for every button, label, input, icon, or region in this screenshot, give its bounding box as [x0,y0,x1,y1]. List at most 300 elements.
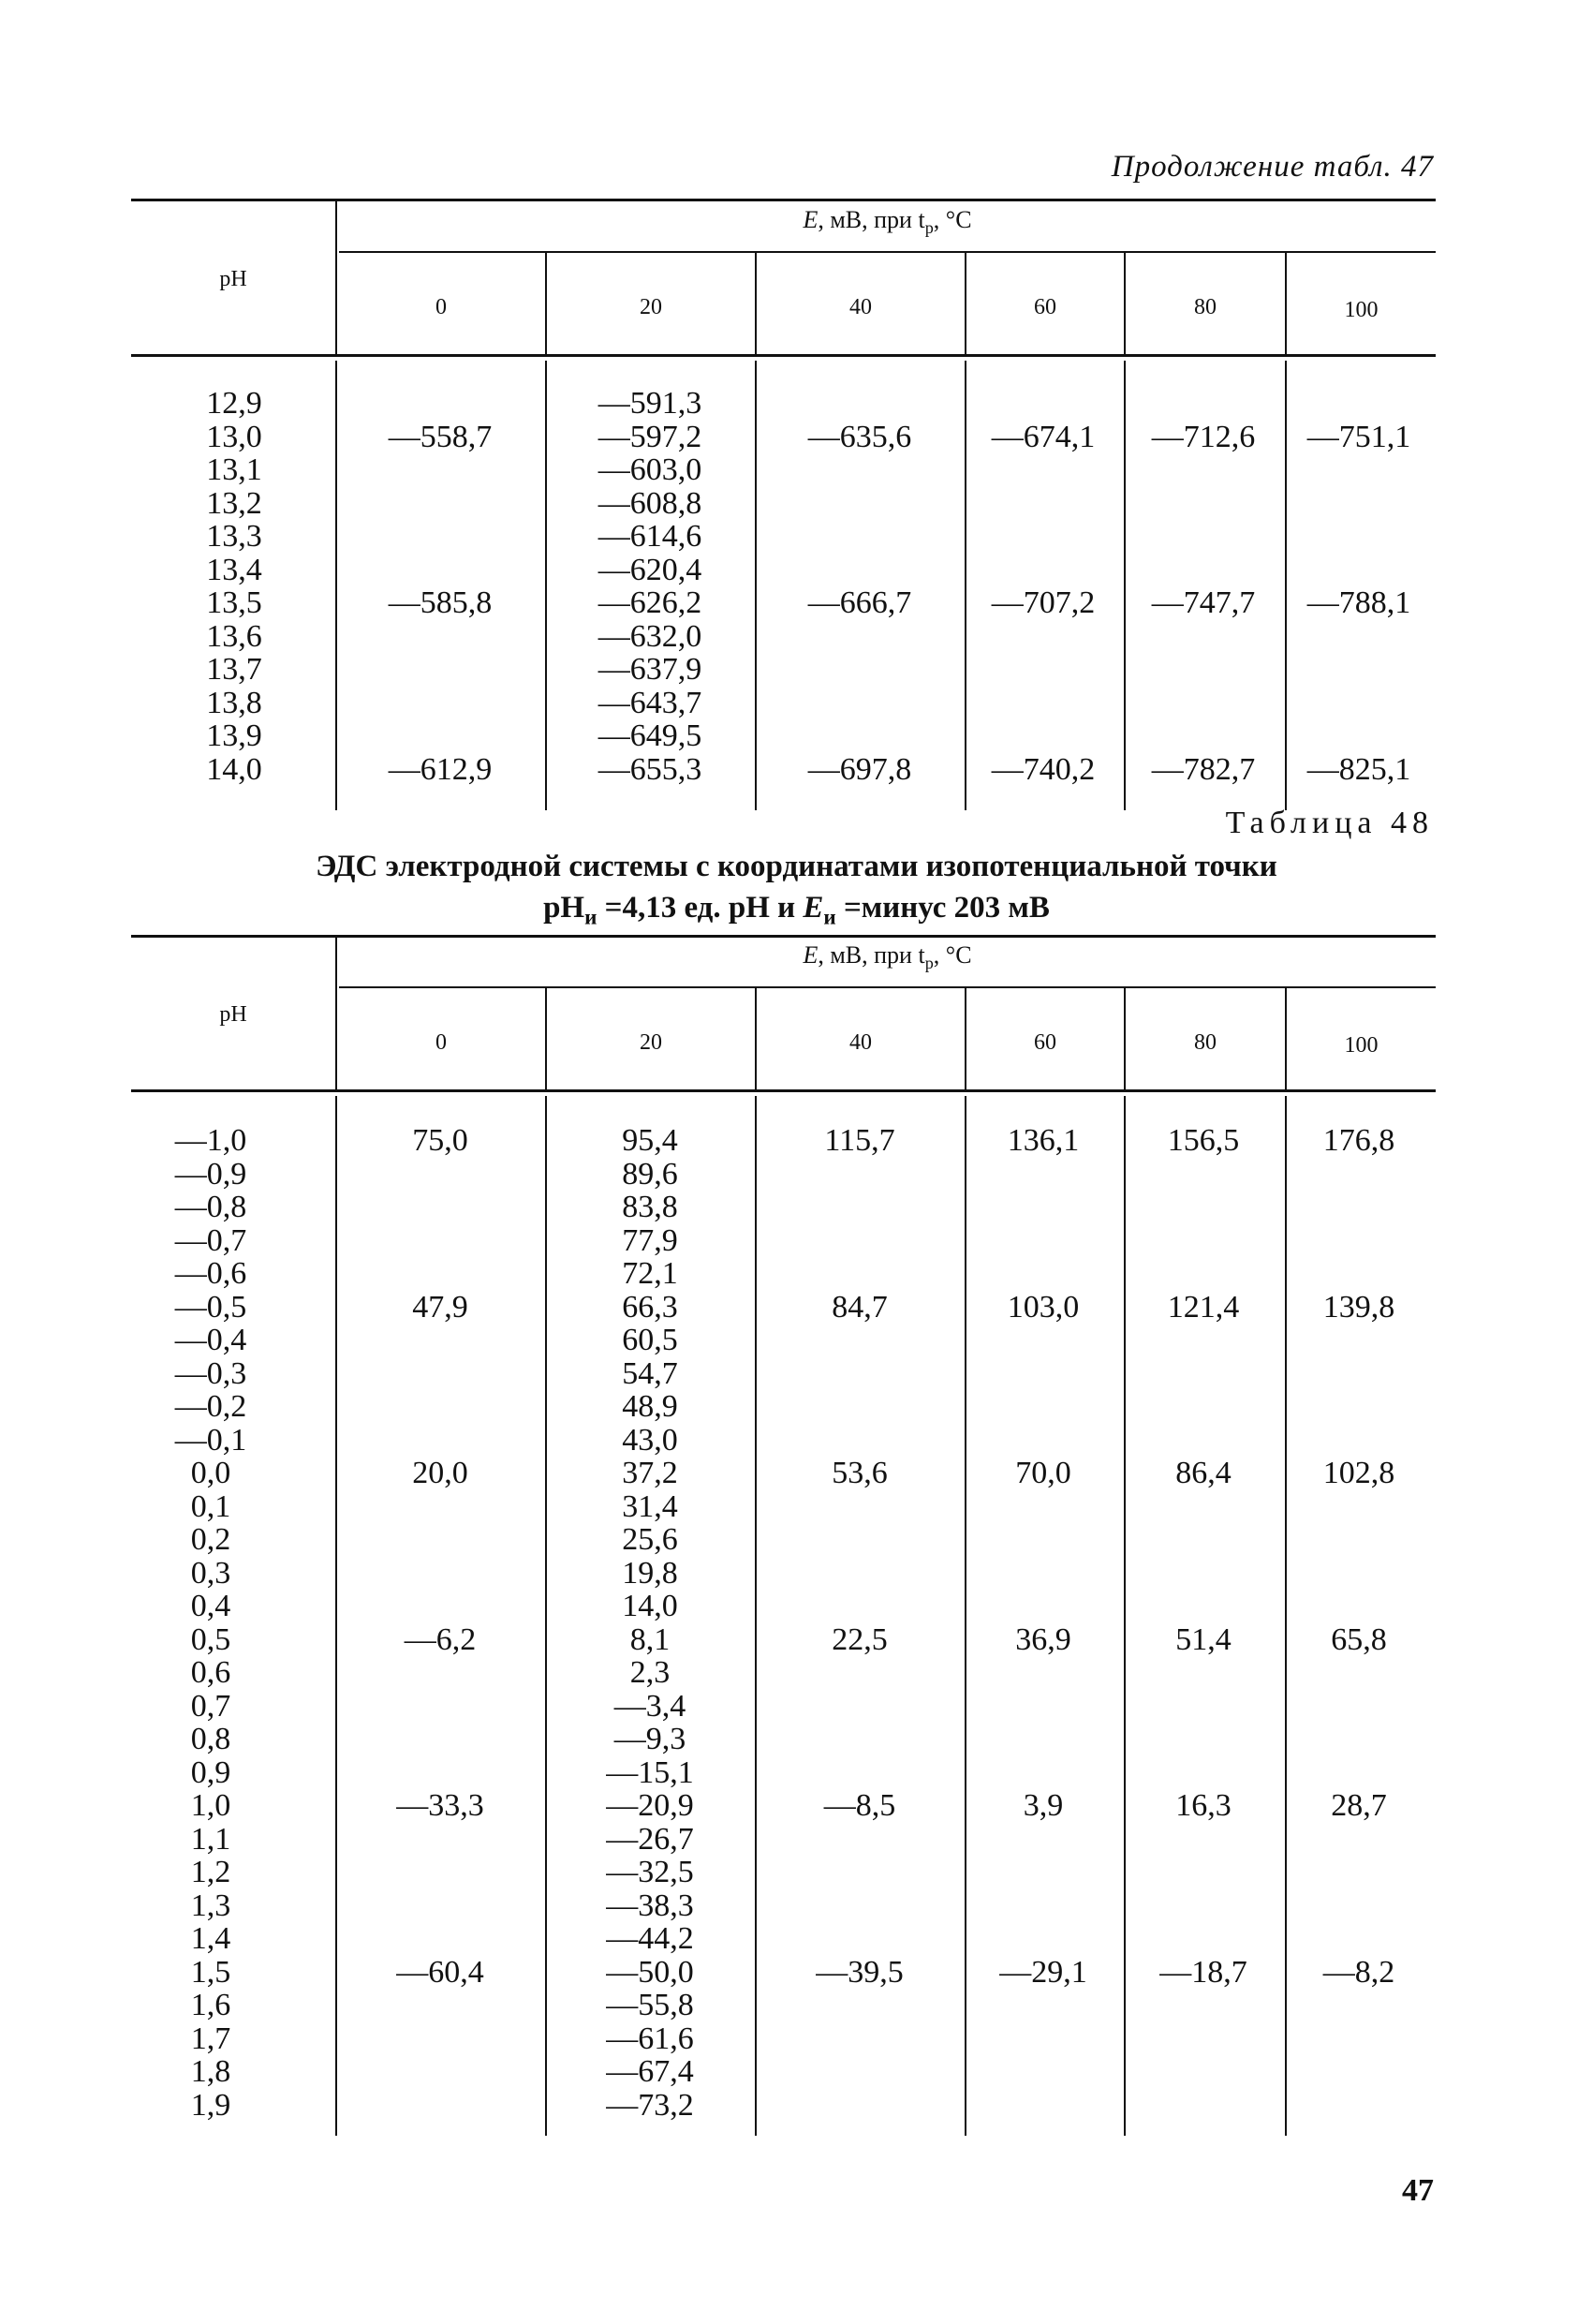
table-cell: 8,1 [629,1621,671,1657]
table47-temp-0: 0 [435,295,447,319]
table-cell: 13,6 [206,618,262,654]
table48-label: Таблица 48 [1225,806,1434,840]
table-cell: 0,9 [190,1754,231,1790]
table-cell [1289,1756,1429,1790]
table-cell [766,1224,953,1258]
table-cell [1289,387,1429,421]
table-cell [1128,1723,1279,1756]
table-cell [347,1823,534,1857]
table-cell: 2,3 [629,1655,671,1690]
table-cell [347,2055,534,2089]
table-cell: 3,9 [1023,1788,1064,1823]
table-cell: —9,3 [613,1722,686,1756]
table-cell [1289,1224,1429,1258]
table-cell: 14,0 [206,751,262,787]
table-cell: 0,7 [190,1688,231,1724]
table-cell [1128,2089,1279,2123]
table-cell [766,2022,953,2056]
table-cell: —6,2 [404,1621,477,1657]
table-cell [347,1690,534,1724]
table-cell: 1,8 [190,2054,231,2089]
table-cell [766,1690,953,1724]
table-cell: 25,6 [622,1522,678,1557]
table47-temp-header-rule [339,251,1436,253]
table47-col-t60 [968,387,1118,786]
table48-temp-40: 40 [849,1030,872,1055]
table-cell [347,1390,534,1424]
table-cell: —39,5 [816,1954,904,1990]
table-cell: —18,7 [1159,1954,1247,1990]
table-cell [1128,387,1279,421]
table-cell: 1,5 [190,1954,231,1990]
table-cell: 1,3 [190,1887,231,1923]
table48-e-header: E, мВ, при $t_р$, °C [803,941,972,973]
table-cell [766,653,953,687]
table-cell: 14,0 [622,1589,678,1623]
table-cell [1289,520,1429,554]
table-cell [1128,2055,1279,2089]
table-cell: 13,7 [206,652,262,687]
table-cell [968,1490,1118,1524]
table-cell [766,453,953,487]
table-cell [347,653,534,687]
table-cell: —1,0 [174,1123,247,1158]
table-cell [347,1889,534,1923]
table47-vline-b0 [335,361,337,810]
table-cell [968,1690,1118,1724]
table-cell [766,1390,953,1424]
table-cell [1128,1856,1279,1889]
table-cell [766,487,953,521]
table-cell [347,1557,534,1591]
table-cell [1289,1590,1429,1623]
table-cell [347,687,534,720]
table47-vline-ph [335,201,337,354]
table-cell: 22,5 [832,1621,888,1657]
table-cell [968,387,1118,421]
table-cell [347,1756,534,1790]
table48-col-t40 [766,1124,953,2122]
table-cell: —608,8 [597,485,702,521]
table48-temp-100: 100 [1344,1033,1379,1058]
table-cell: —38,3 [606,1887,694,1923]
table-cell: 0,2 [190,1522,231,1557]
table-cell [347,1723,534,1756]
table-cell: 65,8 [1331,1621,1387,1657]
table47-temp-80: 80 [1194,295,1217,319]
table-cell [347,1523,534,1557]
table-cell [766,1357,953,1391]
table47-header-bottom-rule [131,354,1436,357]
table47-vline-b3 [965,361,966,810]
table-cell [1128,1989,1279,2022]
table-cell: —558,7 [388,419,493,454]
table-cell: 1,9 [190,2087,231,2123]
table-cell: —597,2 [597,419,702,454]
table48-vline-ph [335,938,337,1089]
table48-temp-0: 0 [435,1030,447,1055]
table-cell: —20,9 [606,1788,694,1823]
table-cell [347,387,534,421]
table-cell [1128,520,1279,554]
table-cell [766,1557,953,1591]
table-cell [968,1856,1118,1889]
table-cell: 84,7 [832,1289,888,1325]
table-cell [347,719,534,753]
table-cell: —55,8 [606,1988,694,2022]
table-cell [766,687,953,720]
table48-col-t80 [1128,1124,1279,2122]
table-cell [766,1756,953,1790]
table-cell: —620,4 [597,552,702,587]
table-cell [1128,719,1279,753]
table-cell [968,487,1118,521]
table-cell [347,453,534,487]
table-cell [1128,1656,1279,1690]
table-cell [1128,687,1279,720]
table-cell [347,1922,534,1956]
table-cell [968,1756,1118,1790]
table48-col-ph [150,1124,272,2122]
table-cell: —8,5 [823,1788,896,1823]
table-cell [766,1324,953,1357]
table-cell: —612,9 [388,751,493,787]
table-cell [968,1424,1118,1458]
table-cell: 31,4 [622,1488,678,1524]
table-cell [766,1523,953,1557]
table-cell [347,1158,534,1192]
table-cell [1128,487,1279,521]
table-cell [968,1823,1118,1857]
table-cell: 77,9 [622,1222,678,1258]
table-cell: 0,0 [190,1456,231,1490]
table-cell: —626,2 [597,585,702,620]
table-cell [1128,1424,1279,1458]
table-cell: 48,9 [622,1389,678,1424]
table-cell: 75,0 [412,1123,468,1158]
table-cell [1289,1257,1429,1291]
table-cell [1289,1523,1429,1557]
table-cell: 66,3 [622,1289,678,1325]
table-cell [766,520,953,554]
table-cell: —29,1 [999,1954,1087,1990]
table-cell: 37,2 [622,1456,678,1490]
table-cell [968,687,1118,720]
table-cell [1128,1158,1279,1192]
table-cell: 0,1 [190,1488,231,1524]
table-cell [1289,1557,1429,1591]
table-cell [347,1656,534,1690]
table47-vline-b1 [545,361,547,810]
table-cell: —649,5 [597,718,702,753]
table-cell [1289,1823,1429,1857]
table-cell: —0,8 [174,1190,247,1224]
table-cell: —632,0 [597,618,702,654]
table-cell: 72,1 [622,1256,678,1291]
table-cell: —712,6 [1151,419,1256,454]
table-cell: —666,7 [807,585,912,620]
table-cell [968,1390,1118,1424]
table-cell: 86,4 [1175,1456,1232,1490]
table48-vline-b0 [335,1096,337,2136]
table47-vline-b5 [1285,361,1287,810]
table-cell [766,2089,953,2123]
table-cell: 13,1 [206,452,262,487]
table-cell [1128,1690,1279,1724]
table-cell [968,1523,1118,1557]
table48-temp-20: 20 [640,1030,662,1055]
table-cell: 89,6 [622,1156,678,1192]
table-cell: —782,7 [1151,751,1256,787]
table-cell [1289,1723,1429,1756]
table-cell [968,554,1118,587]
table-cell: —0,7 [174,1222,247,1258]
table-cell [347,620,534,654]
table-cell: 47,9 [412,1289,468,1325]
table47-temp-40: 40 [849,295,872,319]
table-cell [1128,1523,1279,1557]
table47-vline-b4 [1124,361,1126,810]
table-cell: 60,5 [622,1323,678,1357]
table47-col-t20 [556,387,744,786]
table-cell: 1,4 [190,1921,231,1956]
table-cell [1128,620,1279,654]
table48-vline-b1 [545,1096,547,2136]
table48-temp-80: 80 [1194,1030,1217,1055]
table-cell [1289,1158,1429,1192]
table-cell [1289,1690,1429,1724]
table-cell [1128,1590,1279,1623]
table-cell: 0,6 [190,1655,231,1690]
table47-col-ph [178,387,290,786]
table-cell [968,1191,1118,1224]
table-cell: —747,7 [1151,585,1256,620]
table-cell [766,1889,953,1923]
table-cell [1128,1889,1279,1923]
table-cell: —635,6 [807,419,912,454]
table48-col-t60 [968,1124,1118,2122]
table-cell [1289,1390,1429,1424]
table-cell: 51,4 [1175,1621,1232,1657]
table-cell [1128,653,1279,687]
table-cell [347,1590,534,1623]
table48-vline-b5 [1285,1096,1287,2136]
table-cell: 20,0 [412,1456,468,1490]
table-cell [1289,1424,1429,1458]
table-cell [1289,719,1429,753]
table-cell [766,1989,953,2022]
table48-temp-header-rule [339,986,1436,988]
table-cell: —0,1 [174,1422,247,1458]
table-cell [1289,1856,1429,1889]
table-cell: 13,9 [206,718,262,753]
table-cell: 12,9 [206,386,262,421]
table47-temp-60: 60 [1034,295,1056,319]
table-cell [1289,453,1429,487]
table-cell [968,453,1118,487]
table-cell: 0,8 [190,1722,231,1756]
table-cell [766,2055,953,2089]
table-cell [347,1257,534,1291]
table-cell [1128,1557,1279,1591]
table-cell [968,2055,1118,2089]
table-cell [1128,1390,1279,1424]
table-cell: 19,8 [622,1555,678,1591]
table-cell [1128,1324,1279,1357]
table-cell [1128,453,1279,487]
continuation-label: Продолжение табл. 47 [1111,150,1434,184]
table-cell [1289,554,1429,587]
table-cell: 13,0 [206,419,262,454]
table-cell: 1,1 [190,1821,231,1857]
table-cell: 13,3 [206,519,262,554]
table48-header-bottom-rule [131,1089,1436,1092]
table-cell: —32,5 [606,1855,694,1889]
table47-vline-b2 [755,361,757,810]
table-cell [968,1889,1118,1923]
table-cell [1128,1823,1279,1857]
table-cell: —0,6 [174,1256,247,1291]
table-cell: 121,4 [1167,1289,1240,1325]
table-cell [968,1324,1118,1357]
table-cell [766,1490,953,1524]
table-cell: 176,8 [1322,1123,1395,1158]
table48-col-t20 [556,1124,744,2122]
table-cell: 156,5 [1167,1123,1240,1158]
table-cell [968,653,1118,687]
table-cell [766,1856,953,1889]
table-cell: —707,2 [991,585,1096,620]
table-cell: —637,9 [597,652,702,687]
table-cell: —0,2 [174,1389,247,1424]
table-cell: —26,7 [606,1821,694,1857]
table-cell: 54,7 [622,1355,678,1391]
table-cell [1289,487,1429,521]
table-cell: —585,8 [388,585,493,620]
table-cell [1289,1922,1429,1956]
table47-col-t0 [347,387,534,786]
table-cell [1289,2089,1429,2123]
table-cell: —0,3 [174,1355,247,1391]
table-cell [1128,1922,1279,1956]
table-cell [1128,1257,1279,1291]
table-cell: —0,5 [174,1289,247,1325]
table-cell: —751,1 [1306,419,1411,454]
table-cell: —788,1 [1306,585,1411,620]
table-cell [1128,1490,1279,1524]
table47-col-t80 [1128,387,1279,786]
table-cell [1289,1191,1429,1224]
table-cell: —3,4 [613,1688,686,1724]
table-cell [1289,1490,1429,1524]
table-cell [347,2022,534,2056]
table-cell: 36,9 [1015,1621,1071,1657]
table-cell: 13,5 [206,585,262,620]
table-cell [968,1224,1118,1258]
table48-ph-header: pH [219,1002,247,1027]
table-cell [1128,554,1279,587]
table-cell: —643,7 [597,685,702,720]
table-cell [1289,1357,1429,1391]
table-cell: 28,7 [1331,1788,1387,1823]
table-cell [766,1158,953,1192]
table-cell [968,1723,1118,1756]
table-cell: 1,0 [190,1788,231,1823]
table-cell: —73,2 [606,2087,694,2123]
table-cell [1289,620,1429,654]
table48-title-line1: ЭДС электродной системы с координатами изопотенциальной точки [316,850,1277,883]
table-cell [968,520,1118,554]
table-cell [347,1191,534,1224]
table-cell [1289,1656,1429,1690]
table-cell [1128,1224,1279,1258]
table-cell: —15,1 [606,1754,694,1790]
table-cell [766,1424,953,1458]
table-cell: 53,6 [832,1456,888,1490]
table-cell: —655,3 [597,751,702,787]
table48-vline-b2 [755,1096,757,2136]
table-cell: 115,7 [824,1123,895,1158]
table-cell [347,2089,534,2123]
table-cell: 13,2 [206,485,262,521]
table-cell: 43,0 [622,1422,678,1458]
table-cell: —591,3 [597,386,702,421]
table48-title-line2: $pH_и =4,13$ ед. pH и $E_и$ =минус 203 мВ [543,891,1050,929]
table-cell: —8,2 [1322,1954,1395,1990]
table-cell: —50,0 [606,1954,694,1990]
table47-ph-header: pH [219,267,247,291]
table-cell [347,1424,534,1458]
table-cell: —61,6 [606,2021,694,2056]
table-cell: 95,4 [622,1123,678,1158]
table-cell: —44,2 [606,1921,694,1956]
table-cell [968,620,1118,654]
table-cell: 1,2 [190,1855,231,1889]
table-cell [766,620,953,654]
table48-top-rule [131,935,1436,938]
table47-temp-20: 20 [640,295,662,319]
table-cell [766,387,953,421]
table-cell [968,1590,1118,1623]
table-cell [347,487,534,521]
table-cell [968,1989,1118,2022]
table-cell: 1,7 [190,2021,231,2056]
table-cell [766,1723,953,1756]
table-cell [968,1357,1118,1391]
table-cell [347,554,534,587]
table-cell [1289,2055,1429,2089]
table-cell: 70,0 [1015,1456,1071,1490]
table47-e-header: E, мВ, при $t_р$, °C [803,206,972,238]
table-cell [1289,2022,1429,2056]
table-cell: 0,3 [190,1555,231,1591]
table-cell [347,1989,534,2022]
page-number: 47 [1402,2173,1434,2208]
table-cell: —740,2 [991,751,1096,787]
table-cell [1128,2022,1279,2056]
table-cell: —60,4 [396,1954,484,1990]
table-cell [766,1656,953,1690]
table-cell: 13,4 [206,552,262,587]
table-cell: —614,6 [597,519,702,554]
table-cell: —67,4 [606,2054,694,2089]
table-cell [1289,687,1429,720]
table-cell: 16,3 [1175,1788,1232,1823]
table47-col-t100 [1289,387,1429,786]
table48-col-t0 [347,1124,534,2122]
table-cell: 1,6 [190,1988,231,2022]
table-cell [347,1224,534,1258]
